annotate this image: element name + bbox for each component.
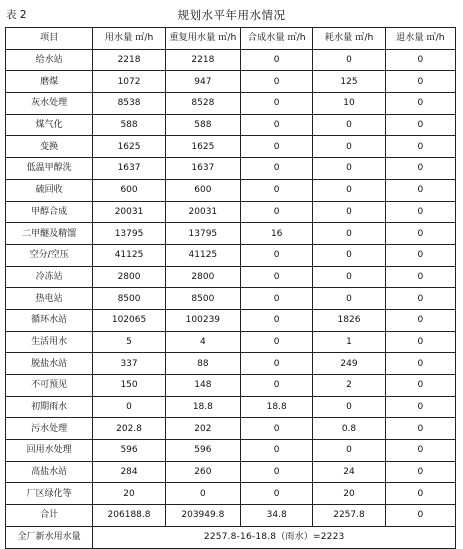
row-label: 硫回收 bbox=[6, 179, 93, 201]
synthesis-water-cell: 0 bbox=[241, 461, 313, 483]
table-row bbox=[6, 158, 456, 180]
reused-water-cell: 596 bbox=[165, 440, 240, 462]
row-label: 灰水处理 bbox=[6, 93, 93, 115]
row-label: 热电站 bbox=[6, 288, 93, 310]
row-label: 煤气化 bbox=[6, 114, 93, 136]
consumed-water-cell: 24 bbox=[313, 461, 385, 483]
water-use-cell: 150 bbox=[93, 375, 165, 397]
row-label: 冷冻站 bbox=[6, 266, 93, 288]
table-row bbox=[6, 331, 456, 353]
row-label: 污水处理 bbox=[6, 418, 93, 440]
reused-water-cell: 1637 bbox=[165, 158, 240, 180]
row-label: 磨煤 bbox=[6, 71, 93, 93]
synthesis-water-cell: 0 bbox=[241, 309, 313, 331]
water-use-cell: 8500 bbox=[93, 288, 165, 310]
row-label: 二甲醚及精馏 bbox=[6, 223, 93, 245]
synthesis-water-cell: 0 bbox=[241, 201, 313, 223]
synthesis-water-cell: 0 bbox=[241, 266, 313, 288]
table-title: 规划水平年用水情况 bbox=[177, 8, 286, 22]
synthesis-water-cell: 0 bbox=[241, 49, 313, 71]
column-header-synthesis-water: 合成水量 ㎥/h bbox=[241, 28, 313, 50]
consumed-water-cell: 0 bbox=[313, 396, 385, 418]
consumed-water-cell: 0 bbox=[313, 288, 385, 310]
table-number: 表 2 bbox=[6, 9, 27, 21]
row-label: 变换 bbox=[6, 136, 93, 158]
table-row bbox=[6, 461, 456, 483]
reused-water-cell: 4 bbox=[165, 331, 240, 353]
row-label: 给水站 bbox=[6, 49, 93, 71]
return-water-cell: 0 bbox=[385, 49, 455, 71]
table-row bbox=[6, 440, 456, 462]
water-use-cell: 1637 bbox=[93, 158, 165, 180]
reused-water-cell: 588 bbox=[165, 114, 240, 136]
table-row bbox=[6, 71, 456, 93]
header-row bbox=[6, 28, 456, 50]
table-row bbox=[6, 223, 456, 245]
return-water-cell: 0 bbox=[385, 461, 455, 483]
return-water-cell: 0 bbox=[385, 179, 455, 201]
table-row bbox=[6, 396, 456, 418]
row-label: 回用水处理 bbox=[6, 440, 93, 462]
table-body bbox=[6, 49, 456, 526]
synthesis-water-cell: 0 bbox=[241, 179, 313, 201]
row-label: 初期雨水 bbox=[6, 396, 93, 418]
reused-water-cell: 260 bbox=[165, 461, 240, 483]
consumed-water-cell: 0 bbox=[313, 114, 385, 136]
water-use-cell: 284 bbox=[93, 461, 165, 483]
row-label: 生活用水 bbox=[6, 331, 93, 353]
synthesis-water-cell: 0 bbox=[241, 375, 313, 397]
water-use-cell: 337 bbox=[93, 353, 165, 375]
consumed-water-cell: 0 bbox=[313, 179, 385, 201]
table-row bbox=[6, 266, 456, 288]
row-label: 甲醇合成 bbox=[6, 201, 93, 223]
table-row bbox=[6, 136, 456, 158]
column-header-reused-water: 重复用水量 ㎥/h bbox=[165, 28, 240, 50]
column-header-consumed-water: 耗水量 ㎥/h bbox=[313, 28, 385, 50]
synthesis-water-cell: 0 bbox=[241, 418, 313, 440]
synthesis-water-cell: 0 bbox=[241, 483, 313, 505]
return-water-cell: 0 bbox=[385, 223, 455, 245]
consumed-water-cell: 0 bbox=[313, 440, 385, 462]
table-row bbox=[6, 201, 456, 223]
water-use-cell: 102065 bbox=[93, 309, 165, 331]
return-water-cell: 0 bbox=[385, 136, 455, 158]
reused-water-cell: 41125 bbox=[165, 244, 240, 266]
reused-water-cell: 1625 bbox=[165, 136, 240, 158]
reused-water-cell: 2218 bbox=[165, 49, 240, 71]
consumed-water-cell: 0 bbox=[313, 201, 385, 223]
water-use-cell: 8538 bbox=[93, 93, 165, 115]
table-row bbox=[6, 309, 456, 331]
water-use-cell: 20031 bbox=[93, 201, 165, 223]
consumed-water-cell: 1826 bbox=[313, 309, 385, 331]
row-label: 厂区绿化等 bbox=[6, 483, 93, 505]
synthesis-water-cell: 0 bbox=[241, 114, 313, 136]
reused-water-cell: 20031 bbox=[165, 201, 240, 223]
water-use-cell: 206188.8 bbox=[93, 505, 165, 527]
column-header-item: 项目 bbox=[6, 28, 93, 50]
reused-water-cell: 202 bbox=[165, 418, 240, 440]
consumed-water-cell: 2257.8 bbox=[313, 505, 385, 527]
return-water-cell: 0 bbox=[385, 309, 455, 331]
water-use-cell: 0 bbox=[93, 396, 165, 418]
return-water-cell: 0 bbox=[385, 396, 455, 418]
consumed-water-cell: 0 bbox=[313, 244, 385, 266]
row-label: 循环水站 bbox=[6, 309, 93, 331]
return-water-cell: 0 bbox=[385, 244, 455, 266]
return-water-cell: 0 bbox=[385, 114, 455, 136]
return-water-cell: 0 bbox=[385, 483, 455, 505]
water-use-cell: 5 bbox=[93, 331, 165, 353]
table-row bbox=[6, 375, 456, 397]
table-row bbox=[6, 179, 456, 201]
table-row bbox=[6, 244, 456, 266]
table-row bbox=[6, 418, 456, 440]
consumed-water-cell: 2 bbox=[313, 375, 385, 397]
row-label: 低温甲醇洗 bbox=[6, 158, 93, 180]
water-use-cell: 588 bbox=[93, 114, 165, 136]
table-caption bbox=[0, 0, 463, 26]
table-row bbox=[6, 483, 456, 505]
synthesis-water-cell: 34.8 bbox=[241, 505, 313, 527]
consumed-water-cell: 20 bbox=[313, 483, 385, 505]
footer-label: 全厂新水用水量 bbox=[6, 526, 93, 548]
return-water-cell: 0 bbox=[385, 71, 455, 93]
synthesis-water-cell: 0 bbox=[241, 353, 313, 375]
synthesis-water-cell: 0 bbox=[241, 440, 313, 462]
water-use-cell: 2800 bbox=[93, 266, 165, 288]
water-use-cell: 20 bbox=[93, 483, 165, 505]
reused-water-cell: 8500 bbox=[165, 288, 240, 310]
table-row bbox=[6, 505, 456, 527]
footer-value: 2257.8-16-18.8（雨水）=2223 bbox=[93, 526, 456, 548]
consumed-water-cell: 0 bbox=[313, 266, 385, 288]
return-water-cell: 0 bbox=[385, 505, 455, 527]
consumed-water-cell: 249 bbox=[313, 353, 385, 375]
reused-water-cell: 0 bbox=[165, 483, 240, 505]
water-usage-table bbox=[5, 27, 456, 549]
reused-water-cell: 2800 bbox=[165, 266, 240, 288]
reused-water-cell: 148 bbox=[165, 375, 240, 397]
synthesis-water-cell: 0 bbox=[241, 288, 313, 310]
return-water-cell: 0 bbox=[385, 93, 455, 115]
return-water-cell: 0 bbox=[385, 353, 455, 375]
water-use-cell: 1625 bbox=[93, 136, 165, 158]
return-water-cell: 0 bbox=[385, 266, 455, 288]
return-water-cell: 0 bbox=[385, 440, 455, 462]
return-water-cell: 0 bbox=[385, 158, 455, 180]
table-row bbox=[6, 288, 456, 310]
synthesis-water-cell: 0 bbox=[241, 71, 313, 93]
water-use-cell: 202.8 bbox=[93, 418, 165, 440]
return-water-cell: 0 bbox=[385, 201, 455, 223]
synthesis-water-cell: 0 bbox=[241, 93, 313, 115]
consumed-water-cell: 0 bbox=[313, 49, 385, 71]
reused-water-cell: 947 bbox=[165, 71, 240, 93]
consumed-water-cell: 0 bbox=[313, 223, 385, 245]
reused-water-cell: 88 bbox=[165, 353, 240, 375]
column-header-return-water: 退水量 ㎥/h bbox=[385, 28, 455, 50]
synthesis-water-cell: 0 bbox=[241, 331, 313, 353]
return-water-cell: 0 bbox=[385, 288, 455, 310]
row-label: 合计 bbox=[6, 505, 93, 527]
row-label: 高盐水站 bbox=[6, 461, 93, 483]
synthesis-water-cell: 18.8 bbox=[241, 396, 313, 418]
water-use-cell: 2218 bbox=[93, 49, 165, 71]
synthesis-water-cell: 0 bbox=[241, 244, 313, 266]
synthesis-water-cell: 0 bbox=[241, 158, 313, 180]
water-use-cell: 600 bbox=[93, 179, 165, 201]
table-row bbox=[6, 353, 456, 375]
row-label: 脱盐水站 bbox=[6, 353, 93, 375]
consumed-water-cell: 0 bbox=[313, 158, 385, 180]
reused-water-cell: 18.8 bbox=[165, 396, 240, 418]
consumed-water-cell: 0.8 bbox=[313, 418, 385, 440]
consumed-water-cell: 1 bbox=[313, 331, 385, 353]
water-use-cell: 13795 bbox=[93, 223, 165, 245]
row-label: 不可预见 bbox=[6, 375, 93, 397]
row-label: 空分/空压 bbox=[6, 244, 93, 266]
reused-water-cell: 203949.8 bbox=[165, 505, 240, 527]
synthesis-water-cell: 16 bbox=[241, 223, 313, 245]
consumed-water-cell: 125 bbox=[313, 71, 385, 93]
reused-water-cell: 8528 bbox=[165, 93, 240, 115]
return-water-cell: 0 bbox=[385, 331, 455, 353]
return-water-cell: 0 bbox=[385, 418, 455, 440]
water-use-cell: 1072 bbox=[93, 71, 165, 93]
return-water-cell: 0 bbox=[385, 375, 455, 397]
reused-water-cell: 100239 bbox=[165, 309, 240, 331]
footer-row bbox=[6, 526, 456, 548]
water-use-cell: 41125 bbox=[93, 244, 165, 266]
reused-water-cell: 600 bbox=[165, 179, 240, 201]
consumed-water-cell: 0 bbox=[313, 136, 385, 158]
table-row bbox=[6, 93, 456, 115]
synthesis-water-cell: 0 bbox=[241, 136, 313, 158]
table-row bbox=[6, 49, 456, 71]
table-row bbox=[6, 114, 456, 136]
reused-water-cell: 13795 bbox=[165, 223, 240, 245]
consumed-water-cell: 10 bbox=[313, 93, 385, 115]
column-header-water-use: 用水量 ㎥/h bbox=[93, 28, 165, 50]
water-use-cell: 596 bbox=[93, 440, 165, 462]
